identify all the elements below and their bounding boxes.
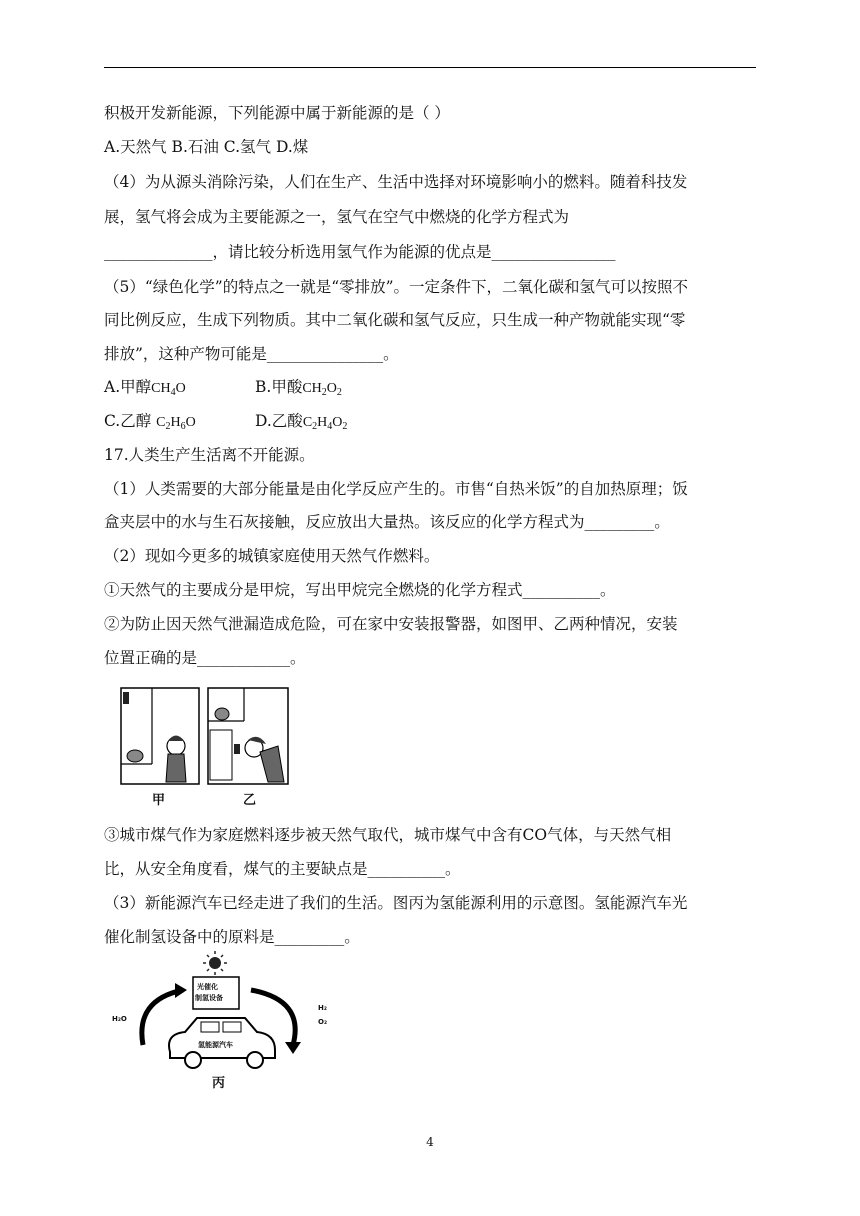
page-number: 4	[426, 1135, 434, 1149]
kettle-icon	[215, 708, 229, 720]
device-label-1: 光催化	[197, 983, 218, 991]
option-a	[104, 376, 186, 404]
option-b	[255, 376, 342, 404]
text-line: （4）为从源头消除污染，人们在生产、生活中选择对环境影响小的燃料。随着科技发	[104, 173, 688, 191]
option-a-label: A.甲醇	[104, 378, 152, 396]
figure-caption-bing: 丙	[212, 1076, 226, 1091]
text-line: 盒夹层中的水与生石灰接触，反应放出大量热。该反应的化学方程式为_________。	[104, 513, 670, 531]
option-b-label: B.甲酸	[255, 378, 303, 396]
text-line: （2）现如今更多的城镇家庭使用天然气作燃料。	[104, 547, 440, 565]
panel-jia-frame	[121, 688, 199, 784]
text-line: 催化制氢设备中的原料是_________。	[104, 928, 360, 946]
text-line: （5）“绿色化学”的特点之一就是“零排放”。一定条件下，二氧化碳和氢气可以按照不	[104, 278, 689, 296]
text-line: （1）人类需要的大部分能量是由化学反应产生的。市售“自热米饭”的自加热原理；饭	[104, 480, 688, 498]
option-d	[255, 410, 347, 438]
kettle-icon	[127, 750, 143, 762]
formula-c2h6o: $C_2H_6O$	[156, 415, 196, 432]
text-line: （3）新能源汽车已经走进了我们的生活。图丙为氢能源利用的示意图。氢能源汽车光	[104, 894, 688, 912]
text-line: 排放”，这种产物可能是_______________。	[104, 345, 399, 363]
detector-placement-figure	[118, 686, 298, 806]
figure-label-jia: 甲	[152, 793, 166, 808]
text-line: ①天然气的主要成分是甲烷，写出甲烷完全燃烧的化学方程式__________。	[104, 581, 616, 599]
formula-ch4o: $CH_4O$	[151, 381, 186, 398]
option-c-label: C.乙醇	[104, 412, 152, 430]
text-line: 积极开发新能源，下列能源中属于新能源的是（ ）	[104, 104, 450, 122]
h2o-label: H₂O	[112, 1015, 127, 1023]
text-line: ③城市煤气作为家庭燃料逐步被天然气取代，城市煤气中含有CO气体，与天然气相	[104, 826, 672, 844]
figure-label-yi: 乙	[243, 793, 257, 808]
stove-icon	[210, 730, 232, 780]
formula-ch2o2: $CH_2O_2$	[302, 381, 342, 398]
text-line: 同比例反应，生成下列物质。其中二氧化碳和氢气反应，只生成一种产物就能实现“零	[104, 311, 686, 329]
sun-icon	[203, 951, 227, 975]
text-line: 位置正确的是____________。	[104, 649, 306, 667]
option-c	[104, 410, 196, 438]
o2-label: O₂	[318, 1018, 328, 1026]
alarm-icon	[123, 692, 129, 704]
car-label: 氢能源汽车	[198, 1041, 233, 1049]
alarm-icon	[234, 744, 240, 754]
h2-label: H₂	[318, 1004, 327, 1012]
person-body-icon	[166, 754, 186, 782]
text-line: 17.人类生产生活离不开能源。	[104, 446, 315, 464]
text-line: 展，氢气将会成为主要能源之一，氢气在空气中燃烧的化学方程式为	[104, 208, 570, 226]
text-line: ______________，请比较分析选用氢气作为能源的优点是________________	[104, 243, 616, 261]
device-label-2: 制氢设备	[195, 994, 223, 1002]
formula-c2h4o2: $C_2H_4O_2$	[302, 415, 348, 432]
text-line: A.天然气 B.石油 C.氢气 D.煤	[104, 138, 309, 156]
header-rule	[104, 67, 756, 68]
text-line: 比，从安全角度看，煤气的主要缺点是__________。	[104, 860, 461, 878]
option-d-label: D.乙酸	[255, 412, 303, 430]
text-line: ②为防止因天然气泄漏造成危险，可在家中安装报警器，如图甲、乙两种情况，安装	[104, 615, 678, 633]
person-body-icon	[260, 746, 284, 782]
